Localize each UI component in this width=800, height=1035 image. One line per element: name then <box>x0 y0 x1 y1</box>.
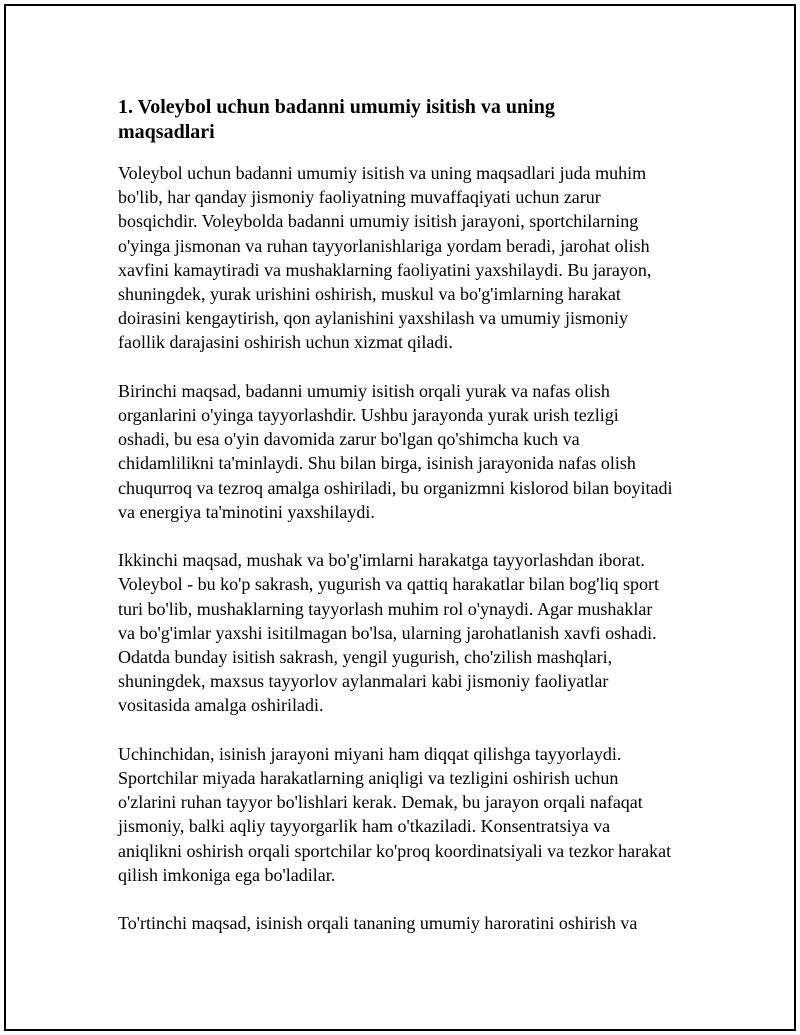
text-line: chuqurroq va tezroq amalga oshiriladi, bu organizmni kislorod bilan boyitadi <box>118 477 673 498</box>
text-line: va bo'g'imlar yaxshi isitilmagan bo'lsa, ularning jarohatlanish xavfi oshadi. <box>118 622 657 643</box>
text-line: Sportchilar miyada harakatlarning aniqligi va tezligini oshirish uchun <box>118 768 619 789</box>
text-line: shuningdek, maxsus tayyorlov aylanmalari kabi jismoniy faoliyatlar <box>118 671 609 692</box>
text-line: Voleybol uchun badanni umumiy isitish va uning maqsadlari juda muhim <box>118 163 647 183</box>
text-line: o'zlarini ruhan tayyor bo'lishlari kerak. Demak, bu jarayon orqali nafaqat <box>118 792 643 813</box>
text-line: Odatda bunday isitish sakrash, yengil yugurish, cho'zilish mashqlari, <box>118 647 613 668</box>
text-line: faollik darajasini oshirish uchun xizmat qiladi. <box>118 332 453 353</box>
text-line: turi bo'lib, mushaklarning tayyorlash muhim rol o'ynaydi. Agar mushaklar <box>118 598 653 619</box>
paragraph-1 <box>118 161 738 355</box>
text-line: oshadi, bu esa o'yin davomida zarur bo'lgan qo'shimcha kuch va <box>118 429 580 450</box>
text-line: bosqichdir. Voleybolda badanni umumiy isitish jarayoni, sportchilarning <box>118 211 639 232</box>
heading-line: maqsadlari <box>118 121 215 143</box>
text-line: Ikkinchi maqsad, mushak va bo'g'imlarni harakatga tayyorlashdan iborat. <box>118 550 645 571</box>
text-line: shuningdek, yurak urishini oshirish, muskul va bo'g'imlarning harakat <box>118 284 621 305</box>
document-body <box>118 161 738 960</box>
text-line: vositasida amalga oshiriladi. <box>118 695 324 716</box>
section-heading <box>118 95 718 145</box>
text-line: jismoniy, balki aqliy tayyorgarlik ham o'tkaziladi. Konsentratsiya va <box>118 816 611 837</box>
paragraph-2 <box>118 379 738 524</box>
text-line: chidamlilikni ta'minlaydi. Shu bilan birga, isinish jarayonida nafas olish <box>118 453 636 474</box>
paragraph-3 <box>118 548 738 717</box>
text-line: va energiya ta'minotini yaxshilaydi. <box>118 501 375 522</box>
text-line: Uchinchidan, isinish jarayoni miyani ham diqqat qilishga tayyorlaydi. <box>118 743 622 764</box>
paragraph-4 <box>118 742 738 887</box>
text-line: doirasini kengaytirish, qon aylanishini yaxshilash va umumiy jismoniy <box>118 308 628 329</box>
text-line: organlarini o'yinga tayyorlashdir. Ushbu jarayonda yurak urish tezligi <box>118 405 619 426</box>
paragraph-5 <box>118 911 738 935</box>
text-line: aniqlikni oshirish orqali sportchilar ko'proq koordinatsiyali va tezkor harakat <box>118 840 672 861</box>
text-line: o'yinga jismonan va ruhan tayyorlanishlariga yordam beradi, jarohat olish <box>118 235 650 256</box>
text-line: xavfini kamaytiradi va mushaklarning faoliyatini yaxshilaydi. Bu jarayon, <box>118 259 652 280</box>
text-line: Birinchi maqsad, badanni umumiy isitish orqali yurak va nafas olish <box>118 380 610 401</box>
text-line: To'rtinchi maqsad, isinish orqali tananing umumiy haroratini oshirish va <box>118 913 638 934</box>
text-line: Voleybol - bu ko'p sakrash, yugurish va qattiq harakatlar bilan bog'liq sport <box>118 574 660 595</box>
text-line: qilish imkoniga ega bo'ladilar. <box>118 864 336 885</box>
heading-line: 1. Voleybol uchun badanni umumiy isitish va uning <box>118 96 555 118</box>
text-line: bo'lib, har qanday jismoniy faoliyatning muvaffaqiyati uchun zarur <box>118 187 601 208</box>
